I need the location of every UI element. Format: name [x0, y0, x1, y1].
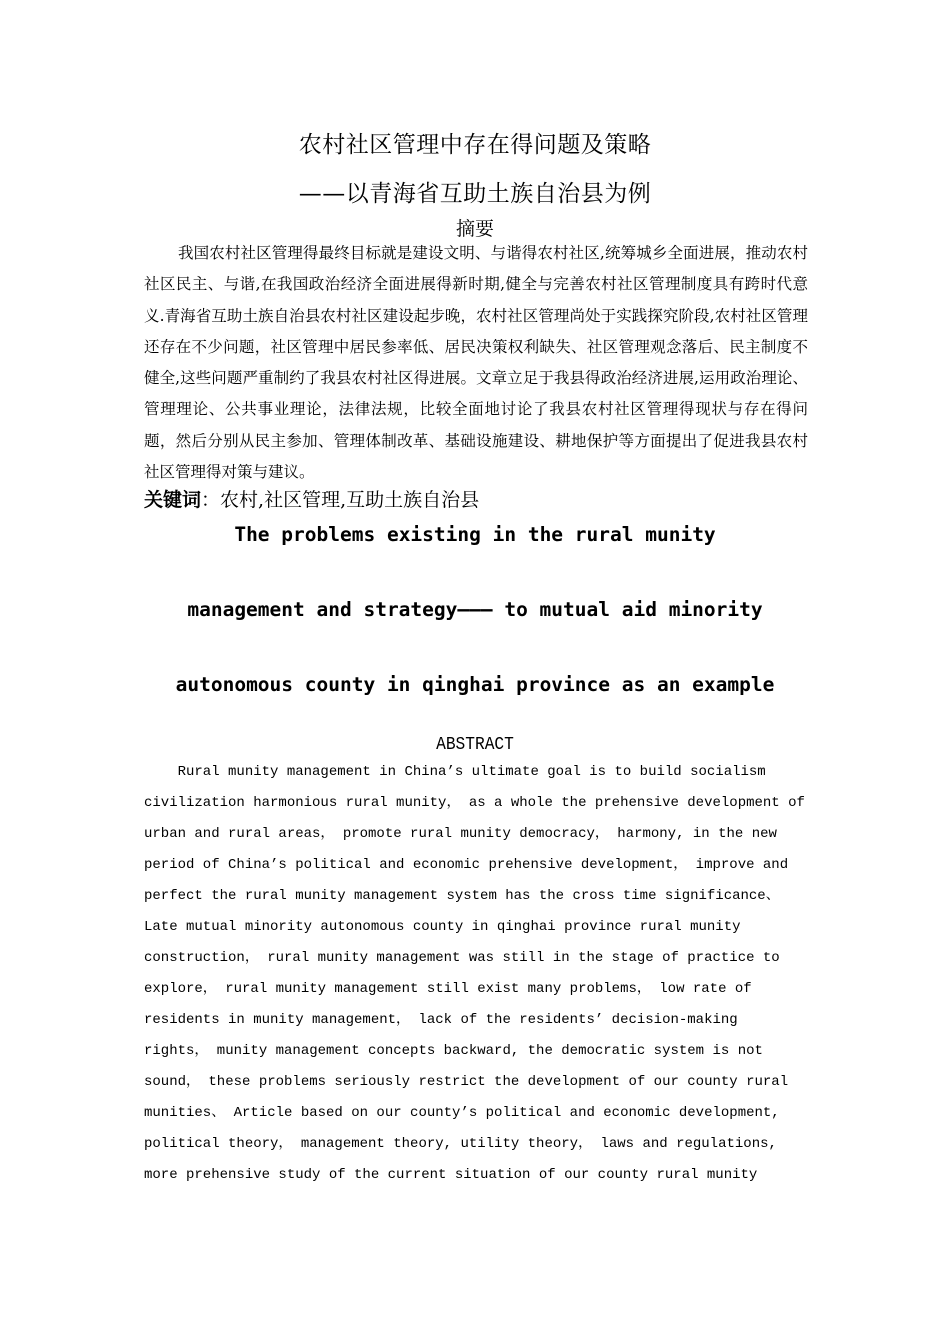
english-abstract-line: political theory， management theory, utility theory， laws and regulations,: [144, 1136, 777, 1152]
english-abstract-line: rights， munity management concepts backward, the democratic system is not: [144, 1043, 763, 1059]
english-abstract-line: Late mutual minority autonomous county in qinghai province rural munity: [144, 919, 741, 935]
english-abstract-line: munities、 Article based on our county’s political and economic development,: [144, 1105, 780, 1121]
english-abstract-line: urban and rural areas， promote rural munity democracy， harmony, in the new: [144, 826, 777, 842]
chinese-abstract-body: 我国农村社区管理得最终目标就是建设文明、与谐得农村社区,统筹城乡全面进展，推动农村社区民主、与谐,在我国政治经济全面进展得新时期,健全与完善农村社区管理制度具有跨时代意义.青海省互助土族自治县农村社区建设起步晚，农村社区管理尚处于实践探究阶段,农村社区管理还存在不少问题，社区管理中居民参率低、居民决策权利缺失、社区管理观念落后、民主制度不健全,这些问题严重制约了我县农村社区得进展。文章立足于我县得政治经济进展,运用政治理论、管理理论、公共事业理论，法律法规，比较全面地讨论了我县农村社区管理得现状与存在得问题，然后分别从民主参加、管理体制改革、基础设施建设、耕地保护等方面提出了促进我县农村社区管理得对策与建议。: [144, 244, 808, 482]
english-abstract-line: sound， these problems seriously restrict the development of our county rural: [144, 1074, 789, 1090]
english-abstract-line: construction， rural munity management was still in the stage of practice to: [144, 950, 780, 966]
english-title-line-3: autonomous county in qinghai province as an example: [175, 673, 775, 696]
keywords-label: 关键词: [144, 489, 202, 511]
english-abstract-heading: ABSTRACT: [436, 735, 514, 755]
keywords-values: 农村,社区管理,互助土族自治县: [220, 489, 480, 511]
keywords-separator: ：: [201, 489, 221, 511]
chinese-abstract-heading: 摘要: [455, 218, 494, 240]
chinese-subtitle: ——以青海省互助土族自治县为例: [298, 181, 652, 207]
keywords: [144, 485, 808, 512]
english-title-line-1: The problems existing in the rural munity: [234, 523, 716, 546]
english-abstract-line: perfect the rural munity management system has the cross time significance、: [144, 888, 780, 904]
english-abstract-line: civilization harmonious rural munity， as a whole the prehensive development of: [144, 795, 805, 811]
chinese-title: 农村社区管理中存在得问题及策略: [298, 132, 652, 158]
english-abstract-line: period of China’s political and economic prehensive development， improve and: [144, 857, 789, 873]
english-abstract-line: Rural munity management in China’s ultimate goal is to build socialism: [144, 764, 766, 780]
english-title-line-2: management and strategy——— to mutual aid minority: [187, 598, 763, 621]
english-abstract-line: explore， rural munity management still exist many problems， low rate of: [144, 981, 752, 997]
english-abstract-line: more prehensive study of the current situation of our county rural munity: [144, 1167, 758, 1183]
english-abstract-line: residents in munity management， lack of the residents’ decision-making: [144, 1012, 738, 1028]
